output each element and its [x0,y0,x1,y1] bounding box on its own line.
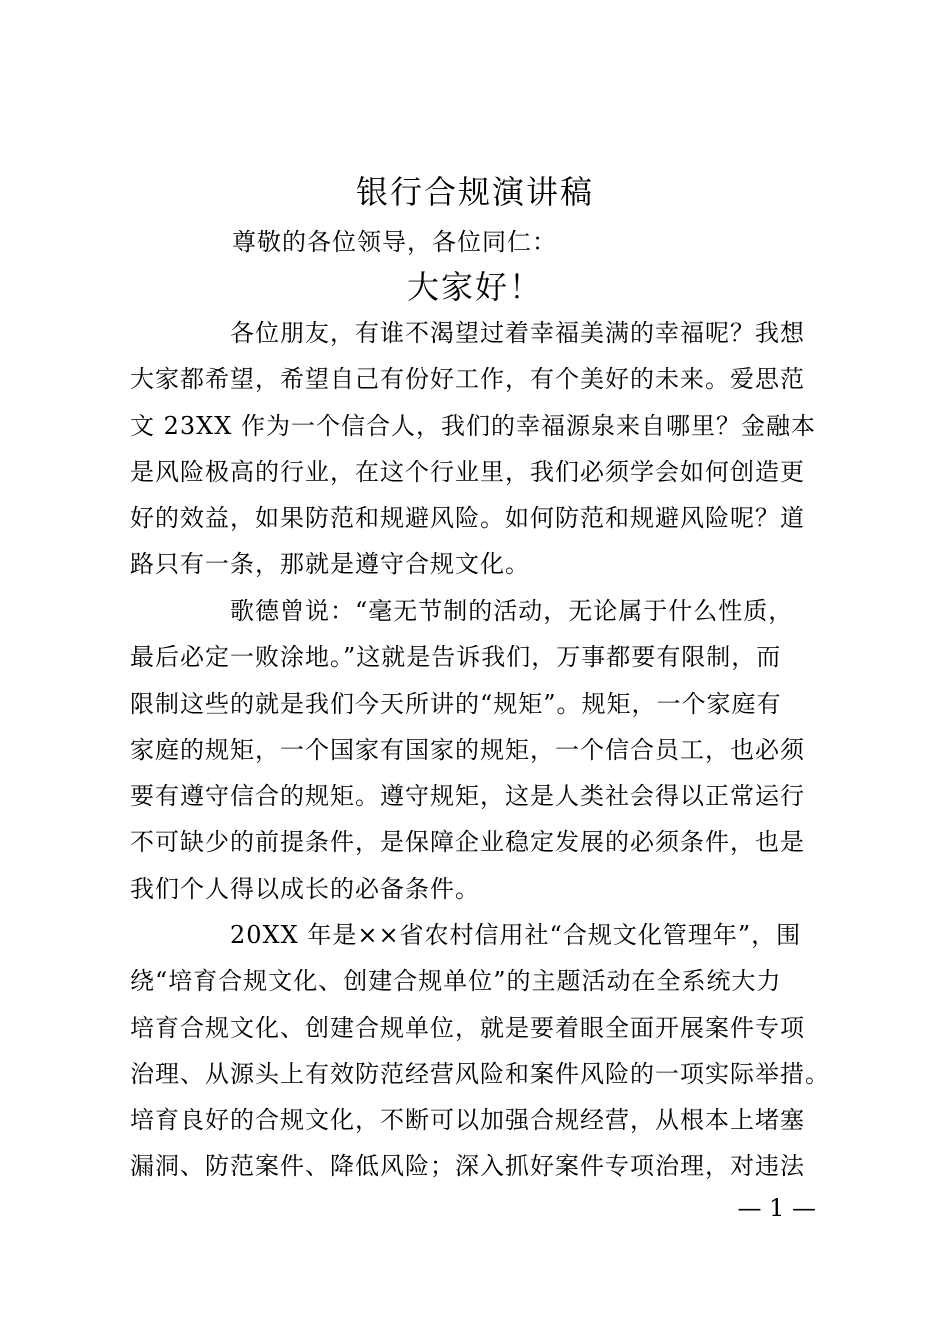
page-number: — 1 — [737,1194,816,1222]
paragraph-line: 文 23XX 作为一个信合人，我们的幸福源泉来自哪里？金融本 [130,411,816,440]
paragraph-line: 最后必定一败涂地。”这就是告诉我们，万事都要有限制，而 [130,643,782,672]
paragraph-line: 好的效益，如果防范和规避风险。如何防范和规避风险呢？道 [130,504,805,533]
paragraph-1 [130,310,830,588]
paragraph-line: 不可缺少的前提条件，是保障企业稳定发展的必须条件，也是 [130,828,805,857]
paragraph-line: 20XX 年是××省农村信用社“合规文化管理年”，围 [230,921,802,949]
paragraph-2 [130,588,830,912]
paragraph-line: 歌德曾说：“毫无节制的活动，无论属于什么性质， [230,597,794,625]
paragraph-3 [130,912,830,1190]
paragraph-line: 绕“培育合规文化、创建合规单位”的主题活动在全系统大力 [130,967,782,996]
paragraph-line: 培育合规文化、创建合规单位，就是要着眼全面开展案件专项 [130,1013,805,1042]
salutation: 尊敬的各位领导，各位同仁： [232,228,557,256]
paragraph-line: 大家都希望，希望自己有份好工作，有个美好的未来。爱思范 [130,365,805,394]
paragraph-line: 培育良好的合规文化，不断可以加强合规经营，从根本上堵塞 [130,1106,805,1135]
paragraph-line: 治理、从源头上有效防范经营风险和案件风险的一项实际举措。 [130,1059,830,1088]
greeting: 大家好！ [406,268,543,306]
paragraph-line: 要有遵守信合的规矩。遵守规矩，这是人类社会得以正常运行 [130,782,805,811]
paragraph-line: 各位朋友，有谁不渴望过着幸福美满的幸福呢？我想 [230,319,805,347]
paragraph-line: 我们个人得以成长的必备条件。 [130,874,480,903]
paragraph-line: 是风险极高的行业，在这个行业里，我们必须学会如何创造更 [130,457,805,486]
paragraph-line: 路只有一条，那就是遵守合规文化。 [130,550,530,579]
document-title: 银行合规演讲稿 [355,173,594,211]
paragraph-line: 家庭的规矩，一个国家有国家的规矩，一个信合员工，也必须 [130,735,805,764]
paragraph-line: 限制这些的就是我们今天所讲的“规矩”。规矩，一个家庭有 [130,689,782,718]
paragraph-line: 漏洞、防范案件、降低风险；深入抓好案件专项治理，对违法 [130,1152,805,1181]
